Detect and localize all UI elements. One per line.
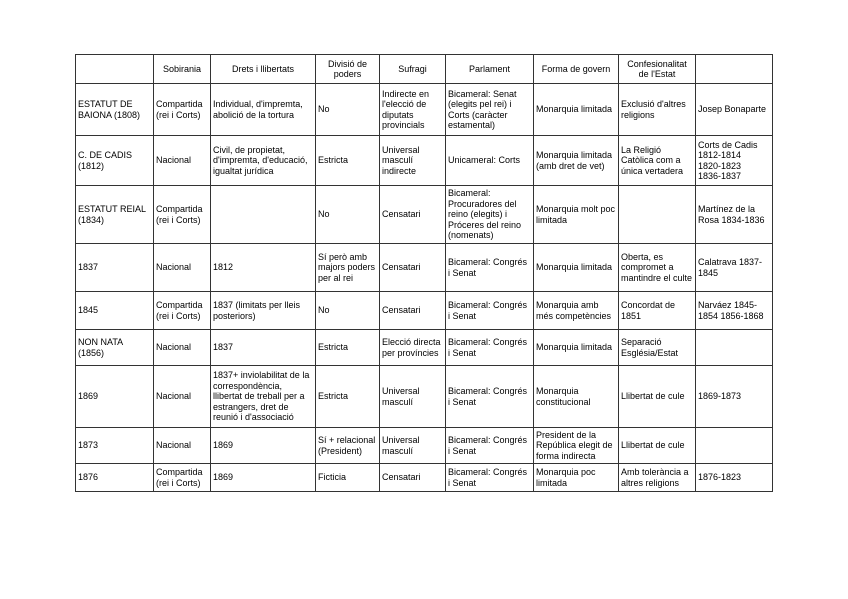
table-row: [76, 464, 773, 492]
table-cell: 1876-1823: [696, 464, 773, 492]
table-cell: 1876: [76, 464, 154, 492]
table-cell: Bicameral: Congrés i Senat: [446, 366, 534, 428]
table-cell: Civil, de propietat, d'impremta, d'educació, igualtat jurídica: [211, 136, 316, 186]
table-cell: Llibertat de cule: [619, 366, 696, 428]
table-cell: Nacional: [154, 330, 211, 366]
table-row: [76, 186, 773, 244]
table-cell: 1873: [76, 428, 154, 464]
table-cell: 1869: [76, 366, 154, 428]
table-cell: Monarquia amb més competències: [534, 292, 619, 330]
constitutions-table: [75, 54, 773, 492]
table-cell: Llibertat de cule: [619, 428, 696, 464]
table-cell: Censatari: [380, 464, 446, 492]
table-cell: Individual, d'impremta, abolició de la tortura: [211, 84, 316, 136]
table-cell: Nacional: [154, 366, 211, 428]
table-cell: Indirecte en l'elecció de diputats provincials: [380, 84, 446, 136]
table-cell: 1869: [211, 464, 316, 492]
table-cell: Compartida (rei i Corts): [154, 84, 211, 136]
table-cell: Monarquia poc limitada: [534, 464, 619, 492]
table-cell: 1869: [211, 428, 316, 464]
table-cell: Sí però amb majors poders per al rei: [316, 244, 380, 292]
table-cell: Estricta: [316, 366, 380, 428]
header-parlament: Parlament: [446, 55, 534, 84]
table-cell: Oberta, es compromet a mantindre el culte: [619, 244, 696, 292]
table-row: [76, 428, 773, 464]
table-cell: Calatrava 1837-1845: [696, 244, 773, 292]
header-row: [76, 55, 773, 84]
table-cell: Bicameral: Congrés i Senat: [446, 428, 534, 464]
table-cell: Monarquia limitada: [534, 330, 619, 366]
table-cell: Compartida (rei i Corts): [154, 464, 211, 492]
table-cell: Unicameral: Corts: [446, 136, 534, 186]
table-cell: Bicameral: Senat (elegits pel rei) i Corts (caràcter estamental): [446, 84, 534, 136]
table-cell: Compartida (rei i Corts): [154, 186, 211, 244]
table-cell: Bicameral: Congrés i Senat: [446, 464, 534, 492]
table-cell: Bicameral: Congrés i Senat: [446, 292, 534, 330]
header-sufragi: Sufragi: [380, 55, 446, 84]
table-cell: 1837: [211, 330, 316, 366]
table-cell: Estricta: [316, 330, 380, 366]
header-sobirania: Sobirania: [154, 55, 211, 84]
table-cell: Monarquia constitucional: [534, 366, 619, 428]
table-cell: 1812: [211, 244, 316, 292]
table-cell: Monarquia limitada: [534, 244, 619, 292]
table-cell: Nacional: [154, 428, 211, 464]
table-cell: [696, 428, 773, 464]
table-cell: La Religió Catòlica com a única vertadera: [619, 136, 696, 186]
table-cell: 1845: [76, 292, 154, 330]
table-cell: Censatari: [380, 244, 446, 292]
table-cell: Universal masculí: [380, 428, 446, 464]
table-cell: 1837+ inviolabilitat de la correspondència, llibertat de treball per a estrangers, dret de reunió i d'associació: [211, 366, 316, 428]
table-cell: Narváez 1845-1854 1856-1868: [696, 292, 773, 330]
table-row: [76, 136, 773, 186]
table-cell: Universal masculí: [380, 366, 446, 428]
table-cell: [619, 186, 696, 244]
table-cell: Monarquia limitada (amb dret de vet): [534, 136, 619, 186]
table-cell: Concordat de 1851: [619, 292, 696, 330]
table-cell: Bicameral: Congrés i Senat: [446, 244, 534, 292]
header-periode: [696, 55, 773, 84]
table-cell: Elecció directa per províncies: [380, 330, 446, 366]
table-cell: Bicameral: Procuradores del reino (elegits) i Próceres del reino (nomenats): [446, 186, 534, 244]
table-cell: [211, 186, 316, 244]
table-cell: Nacional: [154, 244, 211, 292]
table-cell: Separació Església/Estat: [619, 330, 696, 366]
table-cell: No: [316, 292, 380, 330]
table-cell: Compartida (rei i Corts): [154, 292, 211, 330]
table-cell: Censatari: [380, 292, 446, 330]
table-body: [76, 84, 773, 492]
table-cell: No: [316, 186, 380, 244]
table-cell: Amb tolerància a altres religions: [619, 464, 696, 492]
table-cell: Josep Bonaparte: [696, 84, 773, 136]
table-cell: Martínez de la Rosa 1834-1836: [696, 186, 773, 244]
table-row: [76, 330, 773, 366]
table-cell: C. DE CADIS (1812): [76, 136, 154, 186]
table-cell: Sí + relacional (President): [316, 428, 380, 464]
table-cell: 1837 (limitats per lleis posteriors): [211, 292, 316, 330]
table-cell: Estricta: [316, 136, 380, 186]
header-constitution: [76, 55, 154, 84]
table-cell: 1837: [76, 244, 154, 292]
table-cell: ESTATUT REIAL (1834): [76, 186, 154, 244]
table-cell: Censatari: [380, 186, 446, 244]
table-cell: President de la República elegit de forma indirecta: [534, 428, 619, 464]
table-row: [76, 244, 773, 292]
table-cell: Monarquia limitada: [534, 84, 619, 136]
header-divisio: Divisió de poders: [316, 55, 380, 84]
table-cell: Universal masculí indirecte: [380, 136, 446, 186]
table-cell: Bicameral: Congrés i Senat: [446, 330, 534, 366]
table-cell: Monarquia molt poc limitada: [534, 186, 619, 244]
table-cell: Exclusió d'altres religions: [619, 84, 696, 136]
table-row: [76, 366, 773, 428]
table-cell: 1869-1873: [696, 366, 773, 428]
table-row: [76, 84, 773, 136]
table-cell: NON NATA (1856): [76, 330, 154, 366]
header-confesionalitat: Confesionalitat de l'Estat: [619, 55, 696, 84]
table-cell: Nacional: [154, 136, 211, 186]
header-drets: Drets i llibertats: [211, 55, 316, 84]
table-cell: Ficticia: [316, 464, 380, 492]
table-row: [76, 292, 773, 330]
table-cell: No: [316, 84, 380, 136]
header-forma-govern: Forma de govern: [534, 55, 619, 84]
table-cell: ESTATUT DE BAIONA (1808): [76, 84, 154, 136]
table-cell: [696, 330, 773, 366]
table-cell: Corts de Cadis 1812-1814 1820-1823 1836-1837: [696, 136, 773, 186]
